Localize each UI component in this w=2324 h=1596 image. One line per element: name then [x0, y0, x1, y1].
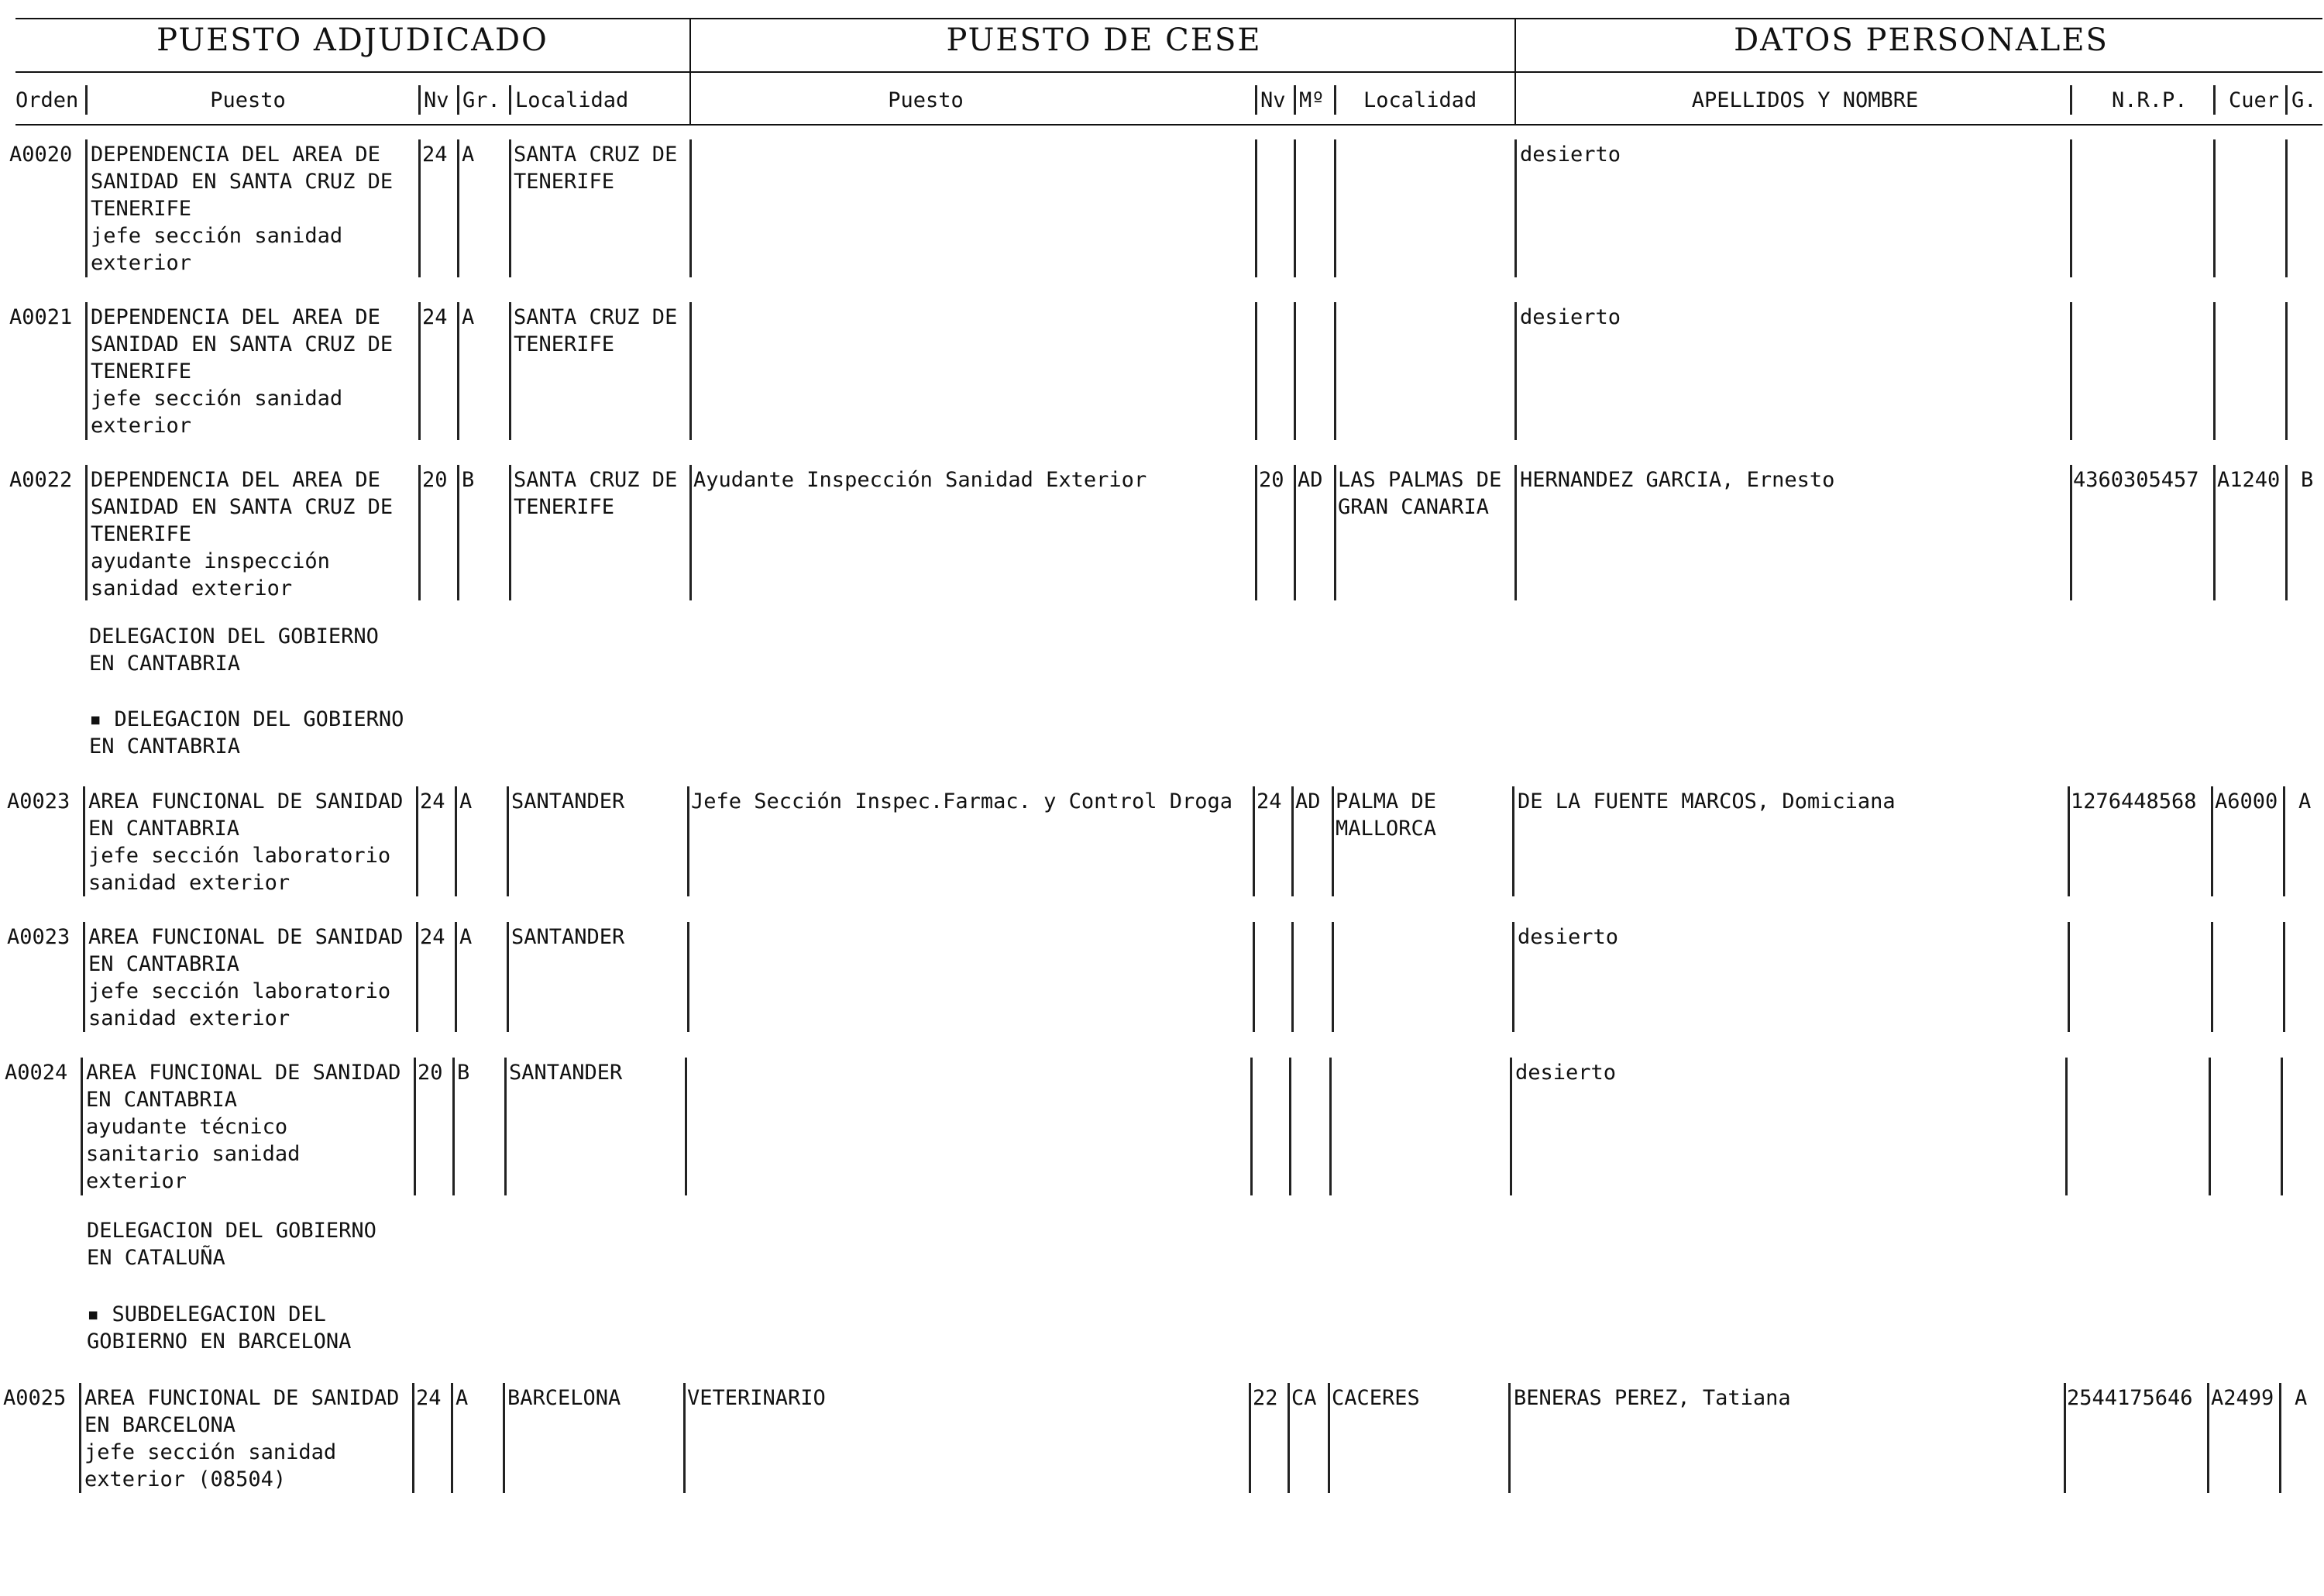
- row-separator: [2283, 922, 2285, 1032]
- row-separator: [689, 465, 692, 600]
- cell-nrp: 2544175646: [2067, 1386, 2193, 1410]
- row-separator: [2285, 302, 2288, 440]
- cell-nv: 24: [416, 1386, 442, 1410]
- col-g: G.: [2291, 88, 2317, 112]
- col-nombre: APELLIDOS Y NOMBRE: [1691, 88, 1919, 112]
- cell-cese-nv: 20: [1259, 468, 1284, 492]
- col-nrp: N.R.P.: [2112, 88, 2188, 112]
- row-separator: [1255, 302, 1257, 440]
- row-separator: [507, 786, 509, 896]
- row-separator: [2068, 786, 2070, 896]
- row-separator: [414, 1058, 416, 1195]
- row-separator: [1253, 786, 1255, 896]
- row-separator: [2207, 1383, 2209, 1493]
- row-separator: [1249, 1383, 1251, 1493]
- row-separator: [2070, 465, 2072, 600]
- cell-localidad: SANTANDER: [511, 925, 625, 949]
- header-puesto-de-cese: PUESTO DE CESE: [946, 22, 1262, 58]
- cell-nv: 24: [420, 789, 445, 813]
- cell-cese-puesto: Jefe Sección Inspec.Farmac. y Control Droga: [691, 789, 1232, 813]
- row-separator: [1289, 1058, 1291, 1195]
- section-heading: ▪ SUBDELEGACION DEL GOBIERNO EN BARCELONA: [87, 1302, 352, 1354]
- row-separator: [1512, 922, 1514, 1032]
- row-separator: [2279, 1383, 2281, 1493]
- cell-nrp: 4360305457: [2073, 468, 2199, 492]
- col-orden: Orden: [15, 88, 79, 112]
- cell-cuer: A2499: [2211, 1386, 2274, 1410]
- row-separator: [2281, 1058, 2283, 1195]
- cell-cese-localidad: CACERES: [1332, 1386, 1420, 1410]
- cell-orden: A0021: [9, 305, 73, 329]
- cell-gr: B: [457, 1061, 470, 1085]
- cell-nombre: desierto: [1520, 143, 1621, 167]
- row-separator: [79, 1383, 81, 1493]
- cell-puesto: DEPENDENCIA DEL AREA DE SANIDAD EN SANTA CRUZ DE TENERIFE jefe sección sanidad exterior: [91, 143, 394, 275]
- row-separator: [509, 139, 511, 277]
- column-header-rule: [15, 124, 2322, 126]
- cell-gr: B: [462, 468, 475, 492]
- cell-gr: A: [459, 925, 473, 949]
- row-separator: [2211, 922, 2213, 1032]
- col-gr: Gr.: [462, 88, 500, 112]
- row-separator: [2285, 139, 2288, 277]
- row-separator: [1334, 465, 1336, 600]
- row-separator: [1253, 922, 1255, 1032]
- cell-orden: A0022: [9, 468, 73, 492]
- cell-orden: A0023: [7, 925, 70, 949]
- row-separator: [509, 302, 511, 440]
- row-separator: [457, 465, 459, 600]
- row-separator: [1508, 1383, 1511, 1493]
- row-separator: [455, 786, 457, 896]
- row-separator: [2213, 302, 2216, 440]
- row-separator: [1287, 1383, 1290, 1493]
- cell-localidad: SANTANDER: [509, 1061, 623, 1085]
- row-separator: [2283, 786, 2285, 896]
- cell-nv: 24: [420, 925, 445, 949]
- row-separator: [509, 465, 511, 600]
- cell-orden: A0024: [5, 1061, 68, 1085]
- row-separator: [1291, 786, 1294, 896]
- cell-puesto: DEPENDENCIA DEL AREA DE SANIDAD EN SANTA CRUZ DE TENERIFE ayudante inspección sanidad exterior: [91, 468, 394, 600]
- cell-orden: A0023: [7, 789, 70, 813]
- cell-orden: A0025: [3, 1386, 67, 1410]
- row-separator: [2068, 922, 2070, 1032]
- cell-gr: A: [459, 789, 473, 813]
- row-separator: [418, 465, 421, 600]
- row-separator: [1332, 922, 1334, 1032]
- col-sep: [2070, 85, 2072, 115]
- cell-cese-localidad: LAS PALMAS DE GRAN CANARIA: [1338, 468, 1502, 519]
- row-separator: [2213, 465, 2216, 600]
- row-separator: [1291, 922, 1294, 1032]
- row-separator: [1510, 1058, 1512, 1195]
- section-heading: ▪ DELEGACION DEL GOBIERNO EN CANTABRIA: [89, 707, 404, 758]
- row-separator: [683, 1383, 686, 1493]
- cell-cese-nv: 22: [1253, 1386, 1278, 1410]
- cell-nombre: desierto: [1520, 305, 1621, 329]
- cell-cese-m: CA: [1291, 1386, 1317, 1410]
- row-separator: [2285, 465, 2288, 600]
- row-separator: [81, 1058, 83, 1195]
- col-cese-m: Mº: [1299, 88, 1325, 112]
- cell-orden: A0020: [9, 143, 73, 167]
- cell-cese-m: AD: [1298, 468, 1323, 492]
- header-datos-personales: DATOS PERSONALES: [1734, 22, 2109, 58]
- row-separator: [1250, 1058, 1253, 1195]
- row-separator: [1514, 139, 1517, 277]
- row-separator: [1294, 139, 1296, 277]
- row-separator: [1334, 139, 1336, 277]
- col-sep: [85, 85, 88, 115]
- section-heading: DELEGACION DEL GOBIERNO EN CANTABRIA: [89, 624, 379, 676]
- row-separator: [504, 1058, 507, 1195]
- cell-nombre: BENERAS PEREZ, Tatiana: [1514, 1386, 1791, 1410]
- cell-localidad: SANTA CRUZ DE TENERIFE: [514, 305, 678, 356]
- col-cese-nv: Nv: [1260, 88, 1286, 112]
- row-separator: [85, 139, 88, 277]
- row-separator: [1328, 1383, 1330, 1493]
- col-cese-puesto: Puesto: [888, 88, 964, 112]
- cell-gr: A: [456, 1386, 469, 1410]
- col-cese-localidad: Localidad: [1363, 88, 1477, 112]
- cell-puesto: AREA FUNCIONAL DE SANIDAD EN BARCELONA jefe sección sanidad exterior (08504): [84, 1386, 400, 1491]
- cell-localidad: SANTANDER: [511, 789, 625, 813]
- cell-cese-m: AD: [1295, 789, 1321, 813]
- row-separator: [1329, 1058, 1332, 1195]
- row-separator: [418, 302, 421, 440]
- col-sep: [2285, 85, 2288, 115]
- row-separator: [418, 139, 421, 277]
- cell-nv: 20: [422, 468, 448, 492]
- header-divider-2: [1514, 18, 1516, 125]
- cell-g: B: [2301, 468, 2314, 492]
- row-separator: [451, 1383, 453, 1493]
- row-separator: [2065, 1058, 2068, 1195]
- header-puesto-adjudicado: PUESTO ADJUDICADO: [156, 22, 548, 58]
- col-sep: [418, 85, 421, 115]
- header-divider-rule: [15, 71, 2322, 73]
- row-separator: [689, 139, 692, 277]
- cell-puesto: AREA FUNCIONAL DE SANIDAD EN CANTABRIA jefe sección laboratorio sanidad exterior: [88, 789, 404, 895]
- row-separator: [503, 1383, 505, 1493]
- cell-puesto: AREA FUNCIONAL DE SANIDAD EN CANTABRIA jefe sección laboratorio sanidad exterior: [88, 925, 404, 1030]
- col-cuer: Cuer: [2229, 88, 2280, 112]
- cell-cese-puesto: Ayudante Inspección Sanidad Exterior: [693, 468, 1147, 492]
- row-separator: [457, 139, 459, 277]
- row-separator: [85, 465, 88, 600]
- cell-nv: 20: [418, 1061, 443, 1085]
- cell-puesto: AREA FUNCIONAL DE SANIDAD EN CANTABRIA ayudante técnico sanitario sanidad exterior: [86, 1061, 401, 1193]
- cell-gr: A: [462, 143, 475, 167]
- row-separator: [83, 922, 85, 1032]
- cell-cese-puesto: VETERINARIO: [687, 1386, 826, 1410]
- row-separator: [1294, 465, 1296, 600]
- row-separator: [1294, 302, 1296, 440]
- row-separator: [2070, 139, 2072, 277]
- cell-g: A: [2298, 789, 2312, 813]
- row-separator: [1512, 786, 1514, 896]
- row-separator: [83, 786, 85, 896]
- row-separator: [1514, 302, 1517, 440]
- row-separator: [412, 1383, 414, 1493]
- col-nv: Nv: [424, 88, 449, 112]
- col-sep: [2213, 85, 2216, 115]
- row-separator: [452, 1058, 455, 1195]
- row-separator: [2213, 139, 2216, 277]
- col-puesto: Puesto: [210, 88, 286, 112]
- col-sep: [509, 85, 511, 115]
- cell-localidad: SANTA CRUZ DE TENERIFE: [514, 143, 678, 194]
- row-separator: [2211, 786, 2213, 896]
- row-separator: [687, 922, 689, 1032]
- col-localidad: Localidad: [515, 88, 629, 112]
- row-separator: [687, 786, 689, 896]
- row-separator: [689, 302, 692, 440]
- col-sep: [1294, 85, 1296, 115]
- cell-nv: 24: [422, 305, 448, 329]
- cell-gr: A: [462, 305, 475, 329]
- col-sep: [1255, 85, 1257, 115]
- row-separator: [455, 922, 457, 1032]
- row-separator: [2070, 302, 2072, 440]
- row-separator: [1332, 786, 1334, 896]
- row-separator: [507, 922, 509, 1032]
- cell-localidad: BARCELONA: [507, 1386, 621, 1410]
- col-sep: [457, 85, 459, 115]
- cell-localidad: SANTA CRUZ DE TENERIFE: [514, 468, 678, 519]
- cell-cese-nv: 24: [1257, 789, 1282, 813]
- row-separator: [685, 1058, 687, 1195]
- row-separator: [416, 922, 418, 1032]
- top-rule: [15, 18, 2322, 19]
- cell-puesto: DEPENDENCIA DEL AREA DE SANIDAD EN SANTA CRUZ DE TENERIFE jefe sección sanidad exterior: [91, 305, 394, 438]
- cell-cuer: A6000: [2215, 789, 2278, 813]
- row-separator: [1334, 302, 1336, 440]
- cell-nrp: 1276448568: [2071, 789, 2197, 813]
- cell-g: A: [2295, 1386, 2308, 1410]
- row-separator: [1255, 139, 1257, 277]
- row-separator: [85, 302, 88, 440]
- cell-nombre: desierto: [1518, 925, 1619, 949]
- col-sep: [1334, 85, 1336, 115]
- cell-cese-localidad: PALMA DE MALLORCA: [1336, 789, 1437, 841]
- cell-nombre: desierto: [1515, 1061, 1617, 1085]
- cell-cuer: A1240: [2217, 468, 2281, 492]
- row-separator: [416, 786, 418, 896]
- section-heading: DELEGACION DEL GOBIERNO EN CATALUÑA: [87, 1219, 376, 1270]
- row-separator: [2209, 1058, 2211, 1195]
- cell-nombre: HERNANDEZ GARCIA, Ernesto: [1520, 468, 1835, 492]
- row-separator: [457, 302, 459, 440]
- cell-nv: 24: [422, 143, 448, 167]
- header-divider-1: [689, 18, 691, 125]
- row-separator: [2064, 1383, 2066, 1493]
- cell-nombre: DE LA FUENTE MARCOS, Domiciana: [1518, 789, 1896, 813]
- row-separator: [1255, 465, 1257, 600]
- row-separator: [1514, 465, 1517, 600]
